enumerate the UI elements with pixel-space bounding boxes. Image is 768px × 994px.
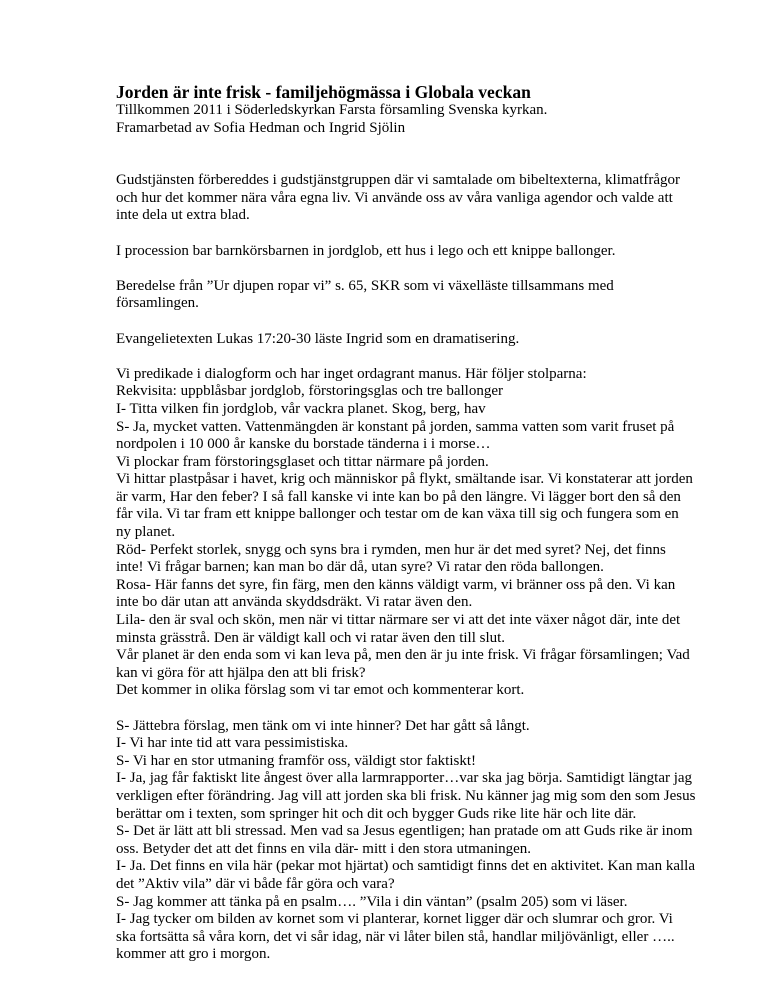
sermon-line: Lila- den är sval och skön, men när vi tittar närmare ser vi att det inte växer något där, inte det minsta grässtrå. Den är väldigt kall och vi ratar även den till slut.: [116, 612, 681, 646]
dialogue-line: I- Ja, jag får faktiskt lite ångest över alla larmrapporter…var ska jag börja. Samtidigt längtar jag verkligen efter förändring. Jag vill att jorden ska bli frisk. Nu känner jag mig som den som Jesus berättar om i texten, som springer hit och dit och bygger Guds rike lite här och lite där.: [116, 770, 696, 822]
sermon-line: Rekvisita: uppblåsbar jordglob, förstoringsglas och tre ballonger: [116, 383, 504, 400]
paragraph-beredelse: Beredelse från ”Ur djupen ropar vi” s. 65, SKR som vi växelläste tillsammans med församlingen.: [116, 277, 614, 312]
sermon-line: S- Ja, mycket vatten. Vattenmängden är konstant på jorden, samma vatten som varit fruset på nordpolen i 10 000 år kanske du borstade tänderna i i morse…: [116, 418, 675, 453]
dialogue-line: I- Vi har inte tid att vara pessimistiska.: [116, 735, 349, 752]
sermon-line: Vi plockar fram förstoringsglaset och tittar närmare på jorden.: [116, 453, 489, 470]
paragraph-procession: I procession bar barnkörsbarnen in jordglob, ett hus i lego och ett knippe ballonger.: [116, 242, 616, 259]
paragraph-gospel: Evangelietexten Lukas 17:20-30 läste Ingrid som en dramatisering.: [116, 330, 520, 347]
dialogue-line: S- Det är lätt att bli stressad. Men vad sa Jesus egentligen; han pratade om att Guds rike är inom oss. Betyder det att det finns en vila där- mitt i den stora utmaningen.: [116, 823, 693, 857]
dialogue-line: S- Jättebra förslag, men tänk om vi inte hinner? Det har gått så långt.: [116, 717, 530, 734]
sermon-line: Vår planet är den enda som vi kan leva på, men den är ju inte frisk. Vi frågar församlingen; Vad kan vi göra för att hjälpa den att bli frisk?: [116, 647, 690, 681]
sermon-line: Det kommer in olika förslag som vi tar emot och kommenterar kort.: [116, 682, 525, 699]
document-page: [116, 82, 696, 964]
sermon-line: Röd- Perfekt storlek, snygg och syns bra i rymden, men hur är det med syret? Nej, det finns inte! Vi frågar barnen; kan man bo där då, utan syre? Vi ratar den röda ballongen.: [116, 541, 666, 576]
sermon-line: I- Titta vilken fin jordglob, vår vackra planet. Skog, berg, hav: [116, 400, 486, 417]
paragraph-preparation: Gudstjänsten förbereddes i gudstjänstgruppen där vi samtalade om bibeltexterna, klimatfrågor och hur det kommer nära våra egna liv. Vi använde oss av våra vanliga agendor och valde att inte dela ut extra blad.: [116, 172, 681, 224]
subtitle-line: Tillkommen 2011 i Söderledskyrkan Farsta församling Svenska kyrkan.: [116, 102, 548, 118]
dialogue-line: I- Jag tycker om bilden av kornet som vi planterar, kornet ligger där och slumrar och gror. Vi ska fortsätta så våra korn, det vi sår idag, när vi låter bilen stå, handlar miljövänligt, eller ….. kommer att gro i morgon.: [116, 911, 675, 963]
subtitle-line: Framarbetad av Sofia Hedman och Ingrid Sjölin: [116, 119, 406, 136]
sermon-line: Rosa- Här fanns det syre, fin färg, men den känns väldigt varm, vi bränner oss på den. Vi kan inte bo där utan att använda skyddsdräkt. Vi ratar även den.: [116, 576, 676, 611]
dialogue-line: I- Ja. Det finns en vila här (pekar mot hjärtat) och samtidigt finns det en aktivitet. Kan man kalla det ”Aktiv vila” där vi både får göra och vara?: [116, 858, 695, 892]
sermon-line: Vi predikade i dialogform och har inget ordagrant manus. Här följer stolparna:: [116, 365, 587, 382]
dialogue-line: S- Vi har en stor utmaning framför oss, väldigt stor faktiskt!: [116, 752, 477, 769]
dialogue-line: S- Jag kommer att tänka på en psalm…. ”Vila i din väntan” (psalm 205) som vi läser.: [116, 893, 628, 910]
document-title: Jorden är inte frisk - familjehögmässa i Globala veckan: [116, 82, 531, 102]
sermon-line: Vi hittar plastpåsar i havet, krig och människor på flykt, smältande isar. Vi konstaterar att jorden är varm, Har den feber? I så fall kanske vi inte kan bo på den längre. Vi lägger bort den så den får vila. Vi tar fram ett knippe ballonger och testar om de kan växa till sig och fungera som en ny planet.: [116, 471, 693, 541]
